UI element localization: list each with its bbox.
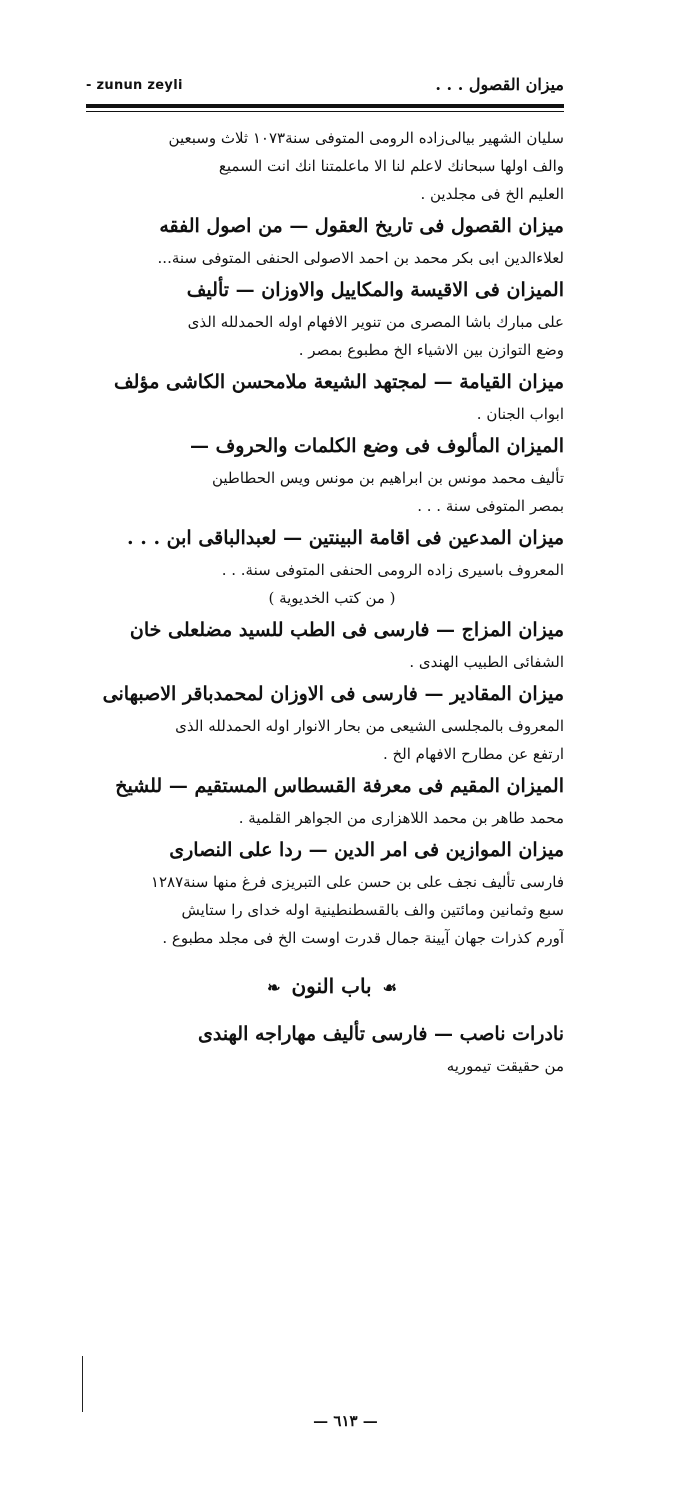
running-head-left: - zunun zeyli [86,78,183,93]
text-line: محمد طاهر بن محمد اللاهزارى من الجواهر القلمية . [238,809,564,827]
entry-list-after-section [100,1016,564,1080]
text-line: ( من كتب الخديوية ) [268,589,396,607]
text-line: لعلاءالدين ابى بكر محمد بن احمد الاصولى الحنفى المتوفى سنة... [157,249,564,267]
text-line: العليم الخ فى مجلدين . [420,185,564,203]
body-text [100,124,564,1080]
text-line: سبع وثمانين ومائتين والف بالقسطنطينية اوله خداى را ستايش [181,901,564,919]
section-heading-text: باب النون [291,974,372,998]
text-line: سليان الشهير بيالى‌زاده الرومى المتوفى سنة١٠٧٣ ثلاث وسبعين [168,129,564,147]
text-line: الشفائى الطبيب الهندى . [409,653,564,671]
text-line: من حقيقت تيموريه [446,1057,564,1075]
entry-heading-line: ميزان القصول فى تاريخ العقول — من اصول الفقه [159,215,564,237]
header-rule-thick [86,104,564,108]
running-head-right: ميزان القصول . . . [435,75,564,94]
text-line: على مبارك باشا المصرى من تنوير الافهام اوله الحمدلله الذى [187,313,564,331]
text-line: المعروف باسيرى زاده الرومى الحنفى المتوفى سنة. . . [221,561,564,579]
entry-heading-line: الميزان المألوف فى وضع الكلمات والحروف — [189,435,564,457]
entry-heading-line: ميزان المزاج — فارسى فى الطب للسيد مضلعلى خان [129,619,564,641]
section-heading [100,966,564,1006]
margin-line [82,1356,83,1412]
text-line: فارسى تأليف نجف على بن حسن على التبريزى فرغ منها سنة١٢٨٧ [150,873,564,891]
entry-list [100,124,564,952]
text-line: ارتفع عن مطارح الافهام الخ . [382,745,564,763]
text-line: المعروف بالمجلسى الشيعى من بحار الانوار اوله الحمدلله الذى [175,717,564,735]
text-line: ابواب الجنان . [476,405,564,423]
entry-heading-line: ميزان القيامة — لمجتهد الشيعة ملامحسن الكاشى مؤلف [113,371,564,393]
text-line: آورم كذرات جهان آيينة جمال قدرت اوست الخ فى مجلد مطبوع . [162,929,564,947]
text-line: بمصر المتوفى سنة . . . [417,497,564,515]
text-line: والف اولها سبحانك لاعلم لنا الا ماعلمتنا انك انت السميع [218,157,564,175]
running-head [86,75,564,100]
ornament-left-icon: ❧ [267,977,281,997]
header-rule-thin [86,111,564,112]
page-number: — ٦١٣ — [313,1412,378,1430]
entry-heading-line: ميزان المقادير — فارسى فى الاوزان لمحمدباقر الاصبهانى [102,683,564,705]
text-line: وضع التوازن بين الاشياء الخ مطبوع بمصر . [298,341,564,359]
entry-heading-line: ميزان المدعين فى اقامة البينتين — لعبدالباقى ابن . . . [126,527,564,549]
text-line: تأليف محمد مونس بن ابراهيم بن مونس ويس الحطاطين [211,469,564,487]
entry-heading-line: الميزان فى الاقيسة والمكاييل والاوزان — تأليف [186,279,564,301]
entry-heading-line: الميزان المقيم فى معرفة القسطاس المستقيم — للشيخ [115,775,564,797]
entry-heading-line: ميزان الموازين فى امر الدين — ردا على النصارى [169,839,564,861]
ornament-right-icon: ☙ [382,977,397,997]
entry-heading-line: نادرات ناصب — فارسى تأليف مهاراجه الهندى [197,1023,564,1045]
